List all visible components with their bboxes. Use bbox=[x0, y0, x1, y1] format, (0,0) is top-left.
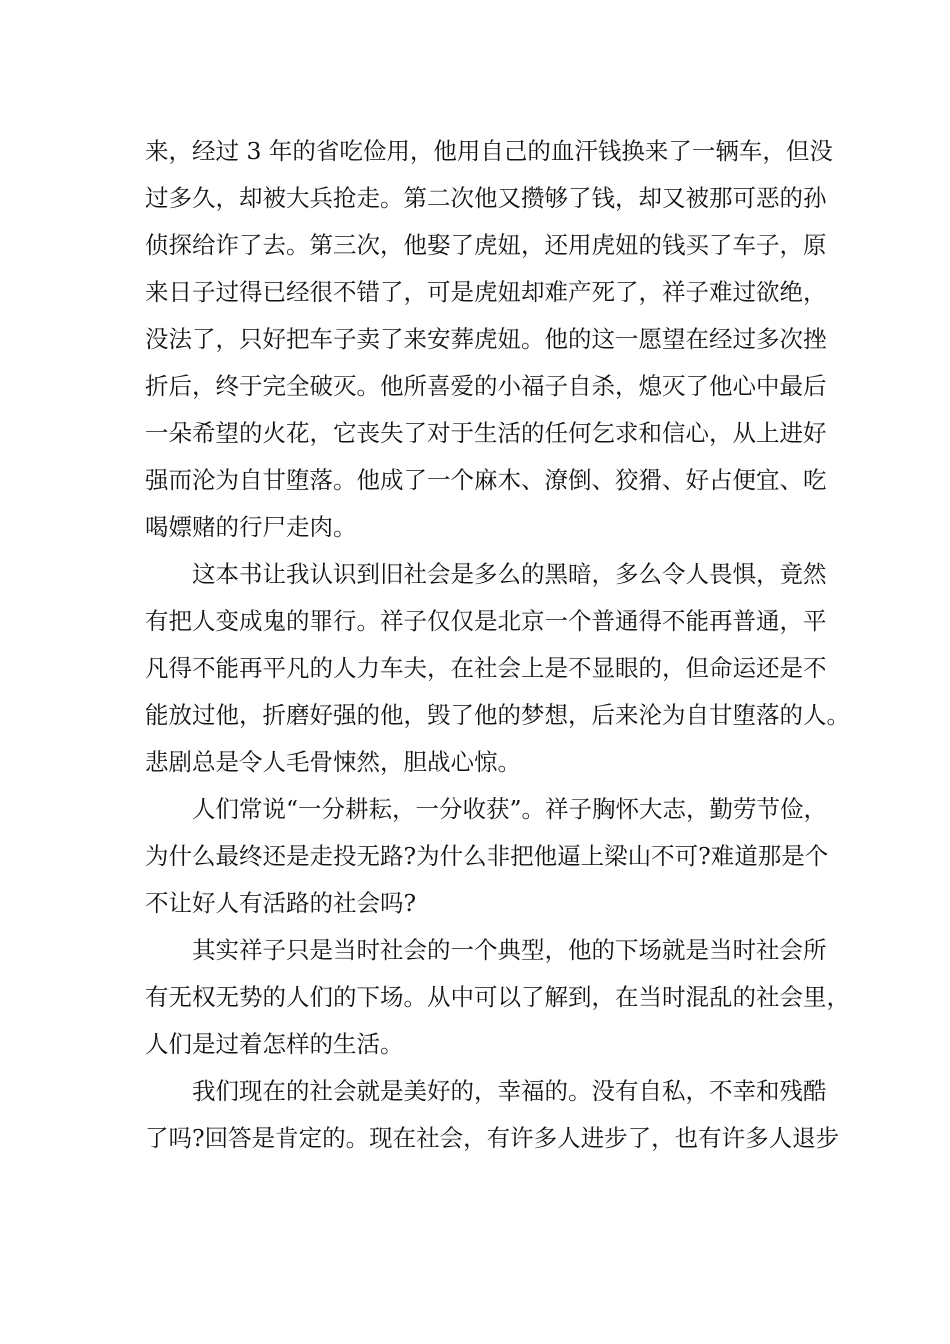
paragraph-first-line: 其实祥子只是当时社会的一个典型，他的下场就是当时社会所 bbox=[192, 936, 827, 964]
text-line: 过多久，却被大兵抢走。第二次他又攒够了钱，却又被那可恶的孙 bbox=[145, 184, 827, 212]
text-line: 人们是过着怎样的生活。 bbox=[145, 1030, 404, 1058]
text-line: 没法了，只好把车子卖了来安葬虎妞。他的这一愿望在经过多次挫 bbox=[145, 325, 827, 353]
text-line: 有把人变成鬼的罪行。祥子仅仅是北京一个普通得不能再普通，平 bbox=[145, 607, 827, 635]
text-line: 有无权无势的人们的下场。从中可以了解到，在当时混乱的社会里， bbox=[145, 983, 850, 1011]
text-line: 来，经过 3 年的省吃俭用，他用自己的血汗钱换来了一辆车，但没 bbox=[145, 137, 833, 165]
text-line: 悲剧总是令人毛骨悚然，胆战心惊。 bbox=[145, 748, 521, 776]
paragraph-first-line: 人们常说“一分耕耘，一分收获”。祥子胸怀大志，勤劳节俭， bbox=[192, 795, 828, 823]
text-line: 了吗?回答是肯定的。现在社会，有许多人进步了，也有许多人退步 bbox=[145, 1124, 840, 1152]
text-line: 喝嫖赌的行尸走肉。 bbox=[145, 513, 357, 541]
paragraph-first-line: 这本书让我认识到旧社会是多么的黑暗，多么令人畏惧，竟然 bbox=[192, 560, 827, 588]
text-line: 凡得不能再平凡的人力车夫，在社会上是不显眼的，但命运还是不 bbox=[145, 654, 827, 682]
text-line: 折后，终于完全破灭。他所喜爱的小福子自杀，熄灭了他心中最后 bbox=[145, 372, 827, 400]
text-line: 不让好人有活路的社会吗? bbox=[145, 889, 417, 917]
text-line: 为什么最终还是走投无路?为什么非把他逼上梁山不可?难道那是个 bbox=[145, 842, 829, 870]
paragraph-first-line: 我们现在的社会就是美好的，幸福的。没有自私，不幸和残酷 bbox=[192, 1077, 827, 1105]
text-line: 能放过他，折磨好强的他，毁了他的梦想，后来沦为自甘堕落的人。 bbox=[145, 701, 850, 729]
text-line: 侦探给诈了去。第三次，他娶了虎妞，还用虎妞的钱买了车子，原 bbox=[145, 231, 827, 259]
text-line: 强而沦为自甘堕落。他成了一个麻木、潦倒、狡猾、好占便宜、吃 bbox=[145, 466, 827, 494]
essay-text bbox=[145, 128, 850, 1162]
text-line: 来日子过得已经很不错了，可是虎妞却难产死了，祥子难过欲绝， bbox=[145, 278, 827, 306]
text-line: 一朵希望的火花，它丧失了对于生活的任何乞求和信心，从上进好 bbox=[145, 419, 827, 447]
